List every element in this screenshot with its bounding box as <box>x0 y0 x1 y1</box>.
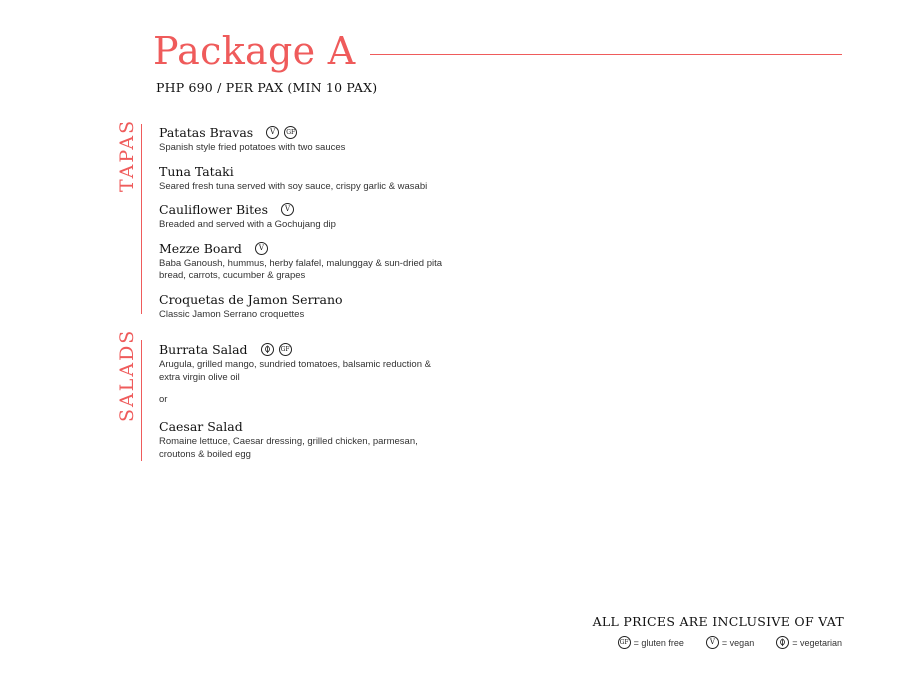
section-rule-tapas <box>141 124 142 314</box>
section-label-tapas: TAPAS <box>116 118 138 192</box>
item-name: Caesar Salad <box>159 419 243 434</box>
item-name: Tuna Tataki <box>159 163 234 179</box>
item-description: Classic Jamon Serrano croquettes <box>159 308 305 320</box>
vegan-icon: V <box>266 126 279 139</box>
or-separator: or <box>159 394 168 405</box>
menu-item <box>159 201 459 232</box>
item-name: Croquetas de Jamon Serrano <box>159 291 343 307</box>
item-description: Spanish style fried potatoes with two sauces <box>159 142 346 153</box>
legend-gluten-free: = gluten free <box>633 637 684 648</box>
item-description: Seared fresh tuna served with soy sauce, crispy garlic & wasabi <box>159 180 428 192</box>
menu-item <box>159 291 459 322</box>
dietary-legend <box>618 636 842 649</box>
vegan-icon: V <box>281 203 294 216</box>
vegan-icon: V <box>706 636 719 649</box>
section-rule-salads <box>141 340 142 461</box>
menu-item <box>159 124 459 155</box>
section-label-salads: SALADS <box>116 328 138 422</box>
item-description: Arugula, grilled mango, sundried tomatoes, balsamic reduction & extra virgin olive oil <box>159 359 431 383</box>
menu-item <box>159 341 459 384</box>
page-title: Package A <box>153 29 356 73</box>
item-description: Baba Ganoush, hummus, herby falafel, malunggay & sun-dried pita bread, carrots, cucumber & grapes <box>159 257 443 281</box>
item-name: Patatas Bravas <box>159 125 254 140</box>
salads-list <box>159 341 459 461</box>
title-divider <box>370 54 842 55</box>
legend-vegan: = vegan <box>721 637 755 648</box>
menu-item <box>159 240 459 283</box>
vat-notice: ALL PRICES ARE INCLUSIVE OF VAT <box>592 614 844 629</box>
item-description: Romaine lettuce, Caesar dressing, grilled chicken, parmesan, croutons & boiled egg <box>159 436 418 460</box>
item-name: Cauliflower Bites <box>159 202 268 217</box>
vegan-icon: V <box>255 242 268 255</box>
gluten-free-icon: GF <box>618 636 631 649</box>
item-description: Breaded and served with a Gochujang dip <box>159 219 336 230</box>
menu-item <box>159 418 459 461</box>
tapas-list <box>159 124 459 321</box>
leaf-icon <box>261 343 274 356</box>
gluten-free-icon: GF <box>284 126 297 139</box>
item-name: Mezze Board <box>159 240 242 256</box>
item-name: Burrata Salad <box>159 342 248 357</box>
gluten-free-icon: GF <box>279 343 292 356</box>
leaf-icon <box>776 636 789 649</box>
menu-item <box>159 163 459 194</box>
price-subtitle: PHP 690 / PER PAX (MIN 10 PAX) <box>156 80 378 95</box>
legend-vegetarian: = vegetarian <box>792 637 842 648</box>
